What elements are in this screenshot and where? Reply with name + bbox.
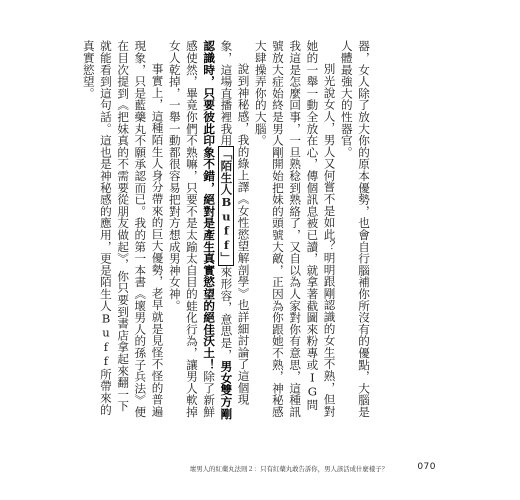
page-footer [0, 462, 520, 478]
paragraph [252, 40, 338, 420]
body-text-run: 別光說女人，男人又何嘗不是如此？明明跟剛認識的女生不熟，但對她的一舉一動全放在心，傳個訊息被已讀，就拿著截圖來粉專或IG問我這是怎麼回事，一旦熟稔到熟絡了，又自以為人家對你有意思，這種訊號放大症始終是男人剛開始把妹的頭號大敵，正因為你跟她不熟，神秘感大肆操弄你的大腦。 [253, 40, 337, 418]
body-text [81, 40, 372, 420]
paragraph [80, 40, 166, 420]
body-text-run: 事實上，這種陌生人身分帶來的巨大優勢，老早就是見怪不怪的普遍現象，只是藍藥丸不願承認而已。我的第一本書《壞男人的孫子兵法》便在目次提到《把妹真的不需要從朋友做起》，你只要到書店拿起來翻一下就能看到這句話。這也是神秘感的應用，更是陌生人Buff所帶來的真實慾望。 [81, 40, 165, 418]
body-text-run: 來形容，意思是， [219, 266, 234, 361]
emphasized-text: 男女雙方剛認識時，只要彼此印象不錯，絕對是產生真實慾望的絕佳沃土！ [202, 40, 234, 420]
paragraph [338, 40, 372, 420]
page-number: 070 [417, 462, 436, 472]
boxed-term: 「陌生人Buff」 [219, 148, 234, 265]
running-title: 壞男人的紅藥丸法則２：只有紅藥丸敢告訴你，男人該活成什麼樣子？ [189, 465, 388, 473]
body-text-run: 說到神秘感，我的綠上譯《女性慾望解剖學》也詳細討論了這個現象，這場直播裡我用 [219, 40, 251, 406]
paragraph [166, 40, 252, 420]
body-text-run: 除了新鮮感使然，畢竟你們不熟嘛，只要不是太踰太自目的蛙化行為，讓男人軟掉女人乾掉，一舉一動都很容易把對方想成男神女神。 [167, 40, 217, 418]
body-text-run: 器，女人除了放大你的原本優勢，也會自行腦補你所沒有的優點，大腦是人體最強大的性器官。 [339, 40, 371, 418]
